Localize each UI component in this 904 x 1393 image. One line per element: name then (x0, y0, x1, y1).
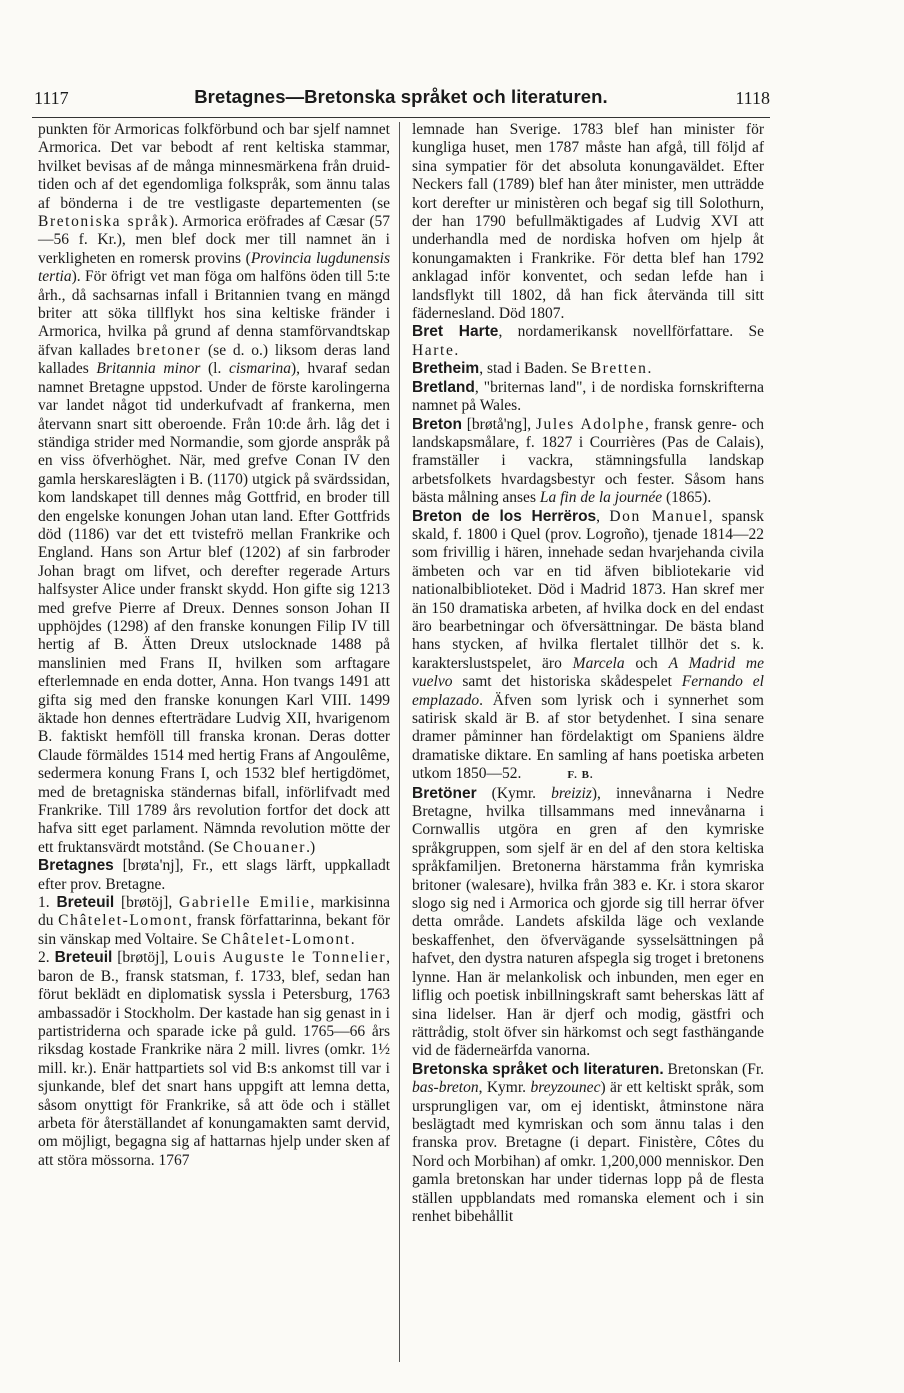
right-column (412, 121, 764, 1226)
page-header (32, 86, 770, 116)
entry-breteuil-continued: lemnade han Sverige. 1783 blef han minister för kungliga huset, men 1787 måste han afgå, till följd af sina sympatier för det absoluta konungaväldet. Efter Neckers fall (1789) blef han åter minister, men utträdde kort derefter ur ministèren och begaf sig till Solothurn, der han 1790 befullmäktigades af Ludvig XVI att underhandla med de nordiska hofven om hjelp åt konungamakten i Frankrike. För detta blef han 1792 anklagad inför konventet, och sedan lefde han i landsflykt till 1802, då han fick återvända till sitt fädernesland. Död 1807. (412, 121, 764, 323)
page-number-right: 1118 (735, 88, 770, 108)
headword: Bretöner (412, 784, 477, 802)
column-divider (399, 122, 400, 1362)
page-number-left: 1117 (34, 88, 69, 108)
headword: Breton de los Herrëros (412, 507, 597, 525)
headword: Bretagnes (38, 857, 114, 875)
entry-bretheim: Bretheim, stad i Baden. Se Bretten. (412, 360, 652, 378)
running-title: Bretagnes—Bretonska språket och literaturen. (194, 86, 608, 107)
entry-bretagne-continued: punkten för Armoricas folkförbund och bar sjelf namnet Armorica. Det var bebodt af rent keltiska stammar, hvilket bevisas af de många minnesmärkena från druid-tiden och af det egendomliga folkspråk, som ännu talas af bönderna i de tre vestligaste departementen (se Bretoniska språk). Armorica eröfrades af Cæsar (57—56 f. Kr.), men blef dock mer till namnet än i verkligheten en romersk provins (Provincia lugdunensis tertia). För öfrigt vet man föga om halföns öden till 5:te årh., då sachsarnas infall i Britannien tvang en mängd briter att söka tillflykt hos sina keltiske fränder i Armorica, hvilka på grund af denna stamförvandtskap äfvan kallades bretoner (se d. o.) liksom deras land kallades Britannia minor (l. cismarina), hvaraf sedan namnet Bretagne uppstod. Under de förste karolingerna var landet något tid underkufvadt af frankerna, men återvann snart sitt oberoende. Från 10:de årh. låg det i ständiga strider med Normandie, som gjorde anspråk på en viss öfverhöghet. När, med grefve Conan IV den gamla herskareslägten i B. (1170) utgick på svärdssidan, kom landskapet till dennes måg Gottfrid, en broder till den engelske konungen Johan utan land. Efter Gottfrids död (1186) var det ett tvistefrö mellan Frankrike och England. Hans son Artur blef (1202) af sin farbroder Johan bragt om lifvet, och derefter regerade Arturs halfsyster Alice under franskt skydd. Hon gifte sig 1213 med grefve Pierre af Dreux. Dennes sonson Johan II upphöjdes (1298) af den franske konungen Filip IV till hertig af B. Ätten Dreux utslocknade 1488 på manslinien med Frans II, hvilken som arftagare efterlemnade en enda dotter, Anna. Hon tvangs 1491 att gifta sig med den franske konungen Karl VIII. 1499 äktade hon dennes efterträdare Ludvig XII, hvarigenom B. faktiskt hemföll till franska kronan. Deras dotter Claude förmäldes 1514 med hertig Frans af Angoulême, sedermera konung Frans I, och 1532 blef hertigdömet, med de bretagniska ständernas bifall, införlifvadt med Frankrike. Till 1789 års revolution fortfor det dock att hafva sitt eget parlament. Nämnda revolution mötte der ett fruktansvärdt motstånd. (Se Chouaner.) (38, 121, 391, 856)
entry-bret-harte: Bret Harte, nordamerikansk novellförfattare. Se Harte. (412, 323, 765, 359)
headword: Breteuil (54, 949, 113, 967)
headword: Bret Harte (412, 323, 499, 341)
entry-bretonska-spraket: Bretonska språket och literaturen. Bretonskan (Fr. bas-breton, Kymr. breyzounec) är ett keltiskt språk, som ursprungligen var, om ej identiskt, åtminstone nära beslägtadt med kymriskan och som ännu talas i den franska prov. Bretagne (i depart. Finistère, Côtes du Nord och Morbihan) af omkr. 1,200,000 menniskor. Den gamla bretonskan har under tidernas lopp på de flesta ställen uppblandats med romanska element och i sin renhet bibehållit (412, 1060, 765, 1225)
author-signature: F. B. (567, 769, 594, 782)
headword: Bretheim (412, 360, 480, 378)
header-rule (32, 117, 770, 118)
headword: Bretland (412, 378, 475, 396)
entry-bretland: Bretland, "briternas land", i de nordiska fornskrifterna namnet på Wales. (412, 378, 764, 415)
entry-breteuil-1: 1. Breteuil [brøtöj], Gabrielle Emilie, markisinna du Châtelet-Lomont, fransk författarinna, bekant för sin vänskap med Voltaire. Se Châtelet-Lomont. (38, 894, 391, 948)
entry-breteuil-2: 2. Breteuil [brøtöj], Louis Auguste le Tonnelier, baron de B., fransk statsman, f. 1733, blef, sedan han förut beklädt en diplomatisk syssla i Petersburg, 1763 ambassadör i Stockholm. Der kastade han sig genast in i partistriderna och sparade icke på guld. 1765—66 års riksdag kostade Frankrike nära 2 mill. livres (omkr. 1½ mill. kr.). Enär hattpartiets sol vid B:s ankomst till var i sjunkande, blef det snart hans uppgift att lemna detta, såsom onyttigt för Frankrike, så att öde och i stället arbeta för återställandet af konungamakten samt dervid, om möjligt, begagna sig af hattarnas hjelp under sken af att störa mössorna. 1767 (38, 949, 390, 1169)
left-column (38, 121, 390, 1170)
entry-breton: Breton [brøtå'ng], Jules Adolphe, fransk genre- och landskapsmålare, f. 1827 i Courrières (Pas de Calais), framställer i vackra, stämningsfulla landskap arbetsfolkets hvardagsbestyr och fester. Såsom hans bästa målning anses La fin de la journée (1865). (412, 415, 765, 507)
headword: Breton (412, 415, 462, 433)
entry-bretagnes: Bretagnes [brøta'nj], Fr., ett slags lärft, uppkalladt efter prov. Bretagne. (38, 857, 390, 893)
headword: Bretonska språket och literaturen. (412, 1060, 664, 1078)
entry-bretoner: Bretöner (Kymr. breiziz), innevånarna i Nedre Bretagne, hvilka tillsammans med innevånarna i Cornwallis utgöra en gren af den kymriske språkgruppen, som sjelf är en del af den stora keltiska språkfamiljen. Bretonerna härstamma från kymriska britoner (walesare), hvilka från 383 e. Kr. i stora skaror slogo sig ned i Armorica och gjorde sig till herrar öfver detta område. Landets afskilda läge och vexlande beskaffenhet, den öfvervägande sysselsättningen på hafvet, den dystra naturen afspegla sig troget i bretonens lynne. Han är melankolisk och inbunden, men eger en liflig och poetisk inbillningskraft samt beherskas lätt af sina lidelser. Han är djerf och modig, gästfri och rättrådig, stolt öfver sin härkomst och segt fasthängande vid de fädernеärfda vanorna. (412, 784, 765, 1060)
entry-breton-de-los-herreros: Breton de los Herrëros, Don Manuel, spansk skald, f. 1800 i Quel (prov. Logroño), tjenade 1814—22 som frivillig i hären, innehade sedan hvarjehanda civila ämbeten och var en tid äfven bibliotekarie vid nationalbiblioteket. Död i Madrid 1873. Han skref mer än 150 dramatiska arbeten, af hvilka dock en del endast äro bearbetningar och öfversättningar. De bästa bland hans stycken, af hvilka flertalet tillhör det s. k. karakterslustspelet, äro Marcela och A Madrid me vuelvo samt det historiska skådespelet Fernando el emplazado. Äfven som lyrisk och i synnerhet som satirisk skald är B. af stor betydenhet. I sina senare dramer påminner han fördelaktigt om Spaniens äldre dramatiske diktare. En samling af hans poetiska arbeten utkom 1850—52. F. B. (412, 507, 765, 783)
headword: Breteuil (56, 894, 115, 912)
